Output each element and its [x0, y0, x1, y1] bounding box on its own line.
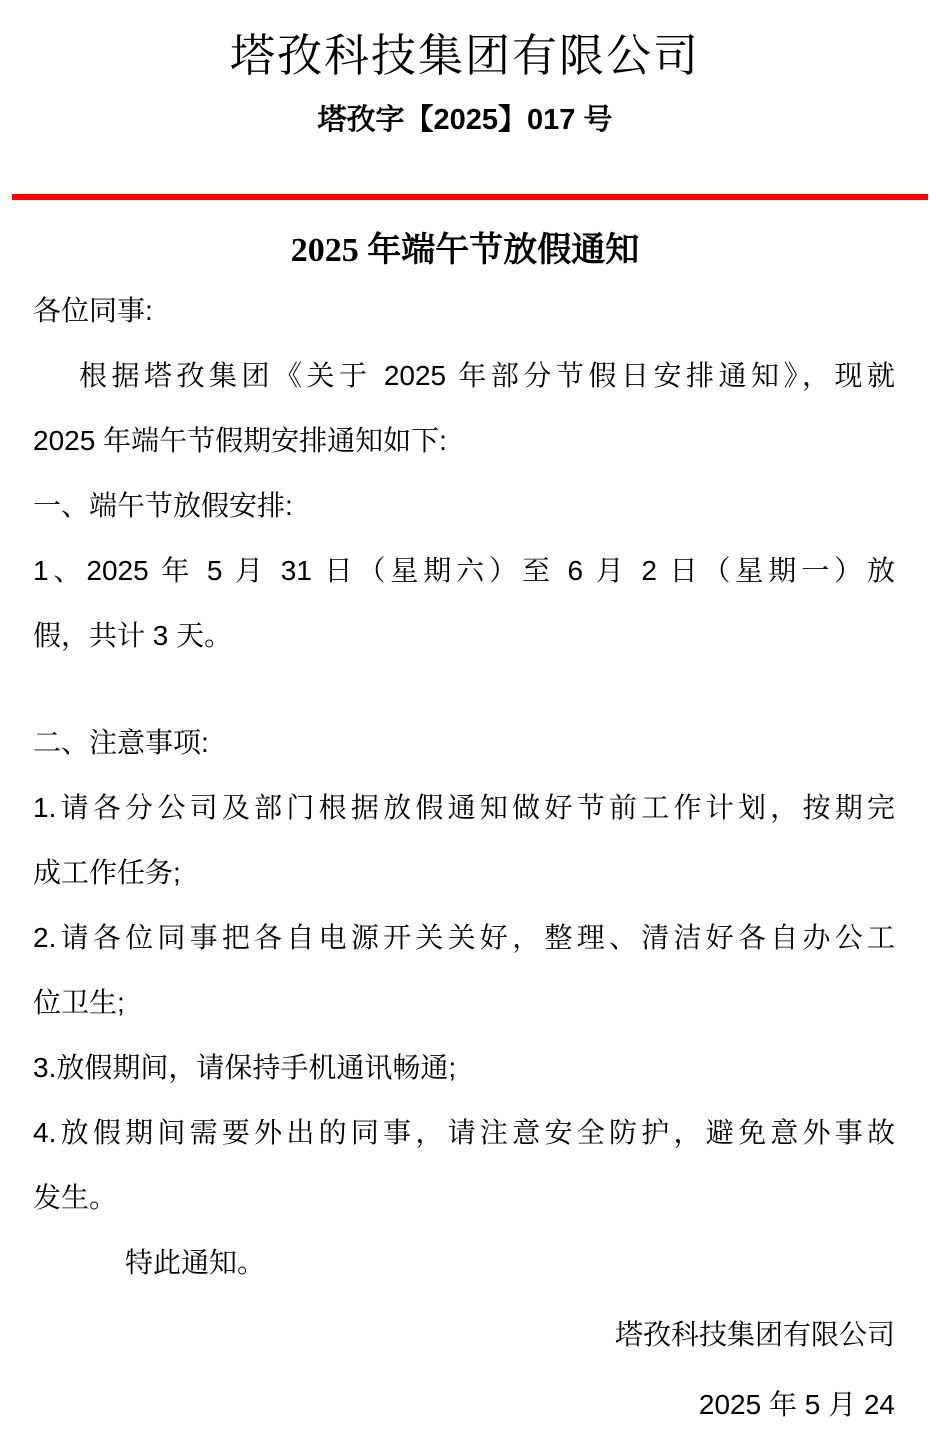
intro-line-1: 根据塔孜集团《关于 2025 年部分节假日安排通知》，现就	[79, 360, 895, 391]
closing-line: 特此通知。	[125, 1247, 266, 1278]
section-1-heading: 一、端午节放假安排:	[33, 490, 293, 521]
salutation-line: 各位同事:	[33, 295, 153, 326]
document-reference-number: 塔孜字【2025】017 号	[317, 104, 613, 136]
section-2-item-2-line-2: 位卫生;	[33, 987, 125, 1018]
section-1-item-1-line-2: 假，共计 3 天。	[33, 620, 233, 651]
company-letterhead-title: 塔孜科技集团有限公司	[229, 31, 700, 81]
notice-title: 2025 年端午节放假通知	[290, 232, 640, 269]
section-1-item-1-line-1: 1、2025 年 5 月 31 日（星期六）至 6 月 2 日（星期一）放	[33, 555, 895, 586]
signature-company: 塔孜科技集团有限公司	[614, 1319, 895, 1350]
signature-date: 2025 年 5 月 24	[698, 1389, 895, 1420]
section-2-item-4-line-1: 4.放假期间需要外出的同事，请注意安全防护，避免意外事故	[33, 1117, 895, 1148]
section-2-item-3: 3.放假期间，请保持手机通讯畅通;	[33, 1052, 457, 1083]
section-2-item-4-line-2: 发生。	[33, 1182, 118, 1213]
signature-block	[33, 1300, 895, 1440]
section-2-item-1-line-2: 成工作任务;	[33, 857, 181, 888]
section-2-item-1-line-1: 1.请各分公司及部门根据放假通知做好节前工作计划，按期完	[33, 792, 895, 823]
document-header	[0, 0, 930, 200]
red-divider-line	[12, 194, 928, 200]
section-2-item-2-line-1: 2.请各位同事把各自电源开关关好，整理、清洁好各自办公工	[33, 922, 895, 953]
notice-body	[0, 278, 930, 1440]
blank-line	[33, 668, 895, 710]
section-2-heading: 二、注意事项:	[33, 727, 209, 758]
intro-line-2: 2025 年端午节假期安排通知如下:	[33, 425, 447, 456]
